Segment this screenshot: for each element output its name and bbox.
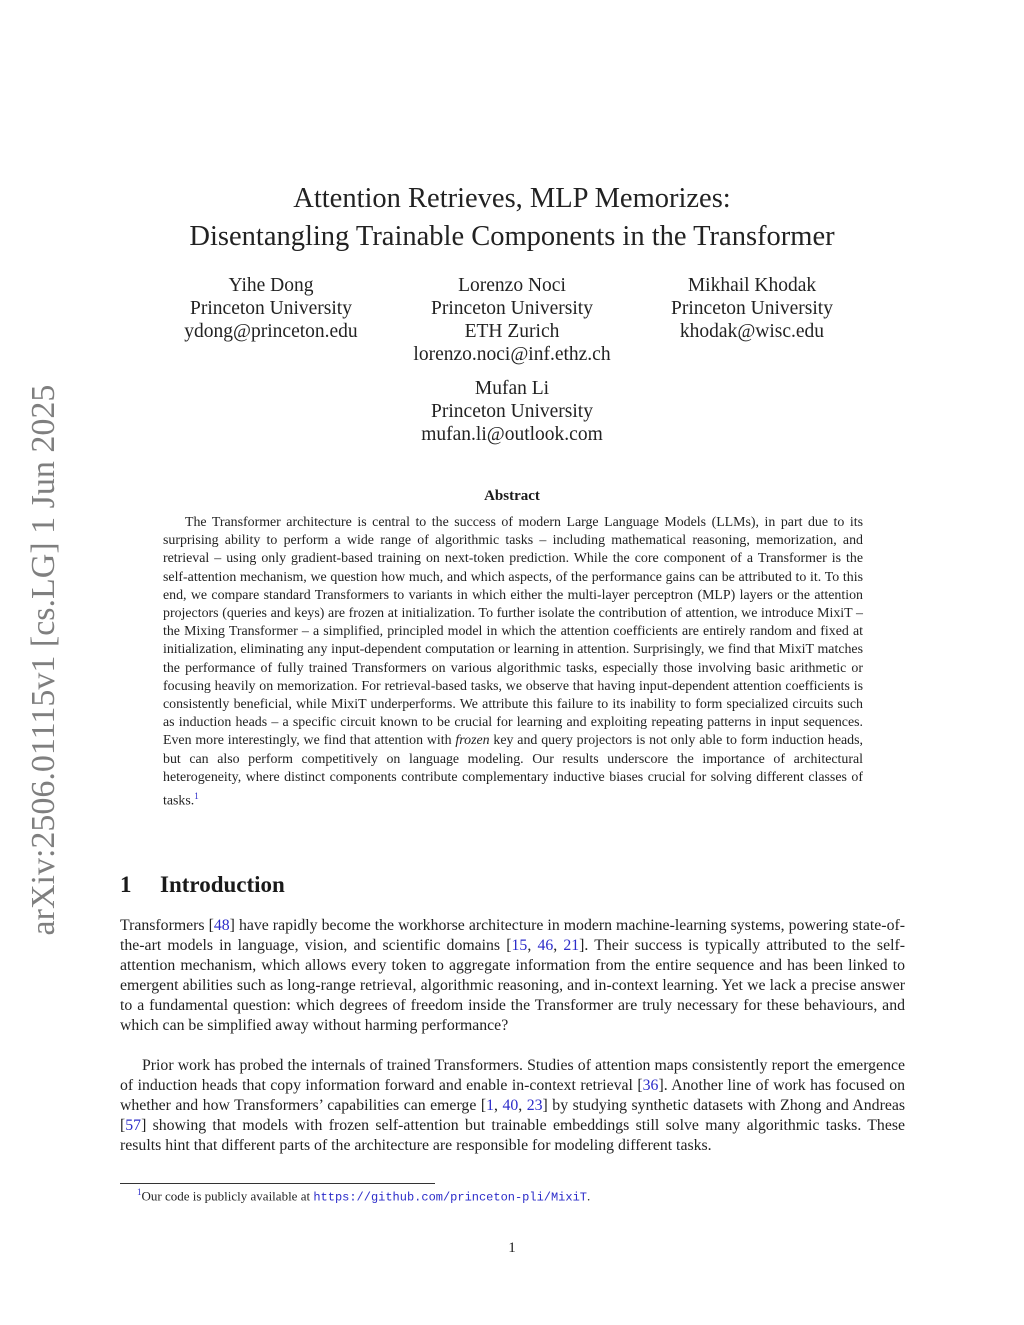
page-number: 1 [508,1240,516,1256]
footnote-divider [120,1183,435,1184]
paragraph-text: , [494,1097,503,1114]
author-block [160,274,382,343]
citation-link[interactable]: 15 [511,937,528,954]
author-affiliation: Princeton University [190,298,352,319]
citation-link[interactable]: 48 [213,917,230,934]
footnote-link[interactable]: 1 [194,791,199,802]
paragraph-text: ]. Their success is typically attributed to the self-attention mechanism, which allows every token to aggregate information from the entire sequence and has been linked to emergent abilities such as long-range retrieval, algorithmic reasoning, and in-context learning. Yet we lack a precise answer to a fundamental question: which degrees of freedom inside the Transformer are truly necessary for these behaviours, and which can be simplified away without harming performance? [120,937,906,1034]
intro-paragraph [120,916,905,1036]
citation-link[interactable]: 40 [502,1097,519,1114]
footnote-mark: 1 [137,1187,142,1197]
citation-link[interactable]: 1 [486,1097,494,1114]
paragraph-text: Prior work has probed the internals of trained Transformers. Studies of attention maps consistently report the emergence of induction heads that copy information forward and enable in-context retrieval [ [120,1057,905,1094]
paragraph-text: ] by studying synthetic datasets with Zhong and Andreas [ [120,1097,906,1134]
author-block [400,274,624,366]
section-heading [120,872,285,898]
author-affiliation: Princeton University [431,298,593,319]
author-affiliation: Princeton University [431,401,593,422]
intro-paragraph [120,1056,905,1156]
paragraph-text: Transformers [ [120,917,214,934]
citation-link[interactable]: 46 [537,937,554,954]
footnote [137,1187,590,1204]
abstract-italic-word: frozen [455,733,490,749]
abstract-heading: Abstract [484,488,540,504]
author-name: Mufan Li [474,378,550,399]
author-block [400,377,624,446]
paragraph-text: ] have rapidly become the workhorse architecture in modern machine-learning systems, powering state-of-the-art models in language, vision, and scientific domains [ [120,917,905,954]
title-line-2: Disentangling Trainable Components in the Transformer [189,221,835,252]
paper-title [0,180,1024,256]
section-number: 1 [120,872,132,897]
author-affiliation: ETH Zurich [464,321,560,342]
paragraph-text: ]. Another line of work has focused on whether and how Transformers’ capabilities can emerge [ [120,1077,905,1114]
citation-link[interactable]: 57 [125,1117,142,1134]
section-title: Introduction [160,872,285,897]
author-email[interactable]: mufan.li@outlook.com [421,424,603,445]
abstract-text-part: key and query projectors is not only able to form induction heads, but can also perform competitively on language modeling. Our results underscore the importance of architectural heterogeneity, where distinct components contribute complementary inductive biases crucial for solving different classes of tasks. [163,733,863,809]
paragraph-text: , [527,937,538,954]
author-email[interactable]: lorenzo.noci@inf.ethz.ch [413,344,611,365]
abstract-text [163,514,863,811]
citation-link[interactable]: 21 [563,937,580,954]
paragraph-text: ] showing that models with frozen self-attention but trainable embeddings still solve many algorithmic tasks. These results hint that different parts of the architecture are responsible for modeling different tasks. [120,1117,905,1154]
author-email[interactable]: khodak@wisc.edu [679,321,825,342]
author-block [640,274,864,343]
author-name: Yihe Dong [228,275,314,296]
footnote-text: Our code is publicly available at [141,1188,314,1204]
paragraph-text: , [553,937,564,954]
citation-link[interactable]: 23 [526,1097,543,1114]
paragraph-text: , [518,1097,527,1114]
author-affiliation: Princeton University [671,298,833,319]
title-line-1: Attention Retrieves, MLP Memorizes: [293,183,731,214]
author-email[interactable]: ydong@princeton.edu [184,321,358,342]
abstract-text-part: The Transformer architecture is central to the success of modern Large Language Models (LLMs), in part due to its surprising ability to perform a wide range of algorithmic tasks – including mathematical reasoning, memorization, and retrieval – using only gradient-based training on next-token prediction. While the core component of a Transformer is the self-attention mechanism, we question how much, and which aspects, of the performance gains can be attributed to it. To this end, we compare standard Transformers to variants in which either the multi-layer perceptron (MLP) layers or the attention projectors (queries and keys) are frozen at initialization. To further isolate the contribution of attention, we introduce MixiT – the Mixing Transformer – a simplified, principled model in which the attention coefficients are entirely random and fixed at initialization, eliminating any input-dependent computation or learning in attention. Surprisingly, we find that MixiT matches the performance of fully trained Transformers on various algorithmic tasks, especially those involving basic arithmetic or focusing heavily on memorization. For retrieval-based tasks, we observe that having input-dependent attention coefficients is consistently beneficial, while MixiT underperforms. We attribute this failure to its inability to form specialized circuits such as induction heads – a specific circuit known to be crucial for learning and exploiting repeating patterns in input sequences. Even more interestingly, we find that attention with [163,515,863,749]
citation-link[interactable]: 36 [642,1077,659,1094]
code-url-link[interactable]: https://github.com/princeton-pli/MixiT [313,1190,587,1205]
author-name: Mikhail Khodak [687,275,817,296]
arxiv-identifier[interactable]: arXiv:2506.01115v1 [cs.LG] 1 Jun 2025 [25,384,62,936]
author-name: Lorenzo Noci [458,275,566,296]
footnote-end: . [587,1188,591,1204]
